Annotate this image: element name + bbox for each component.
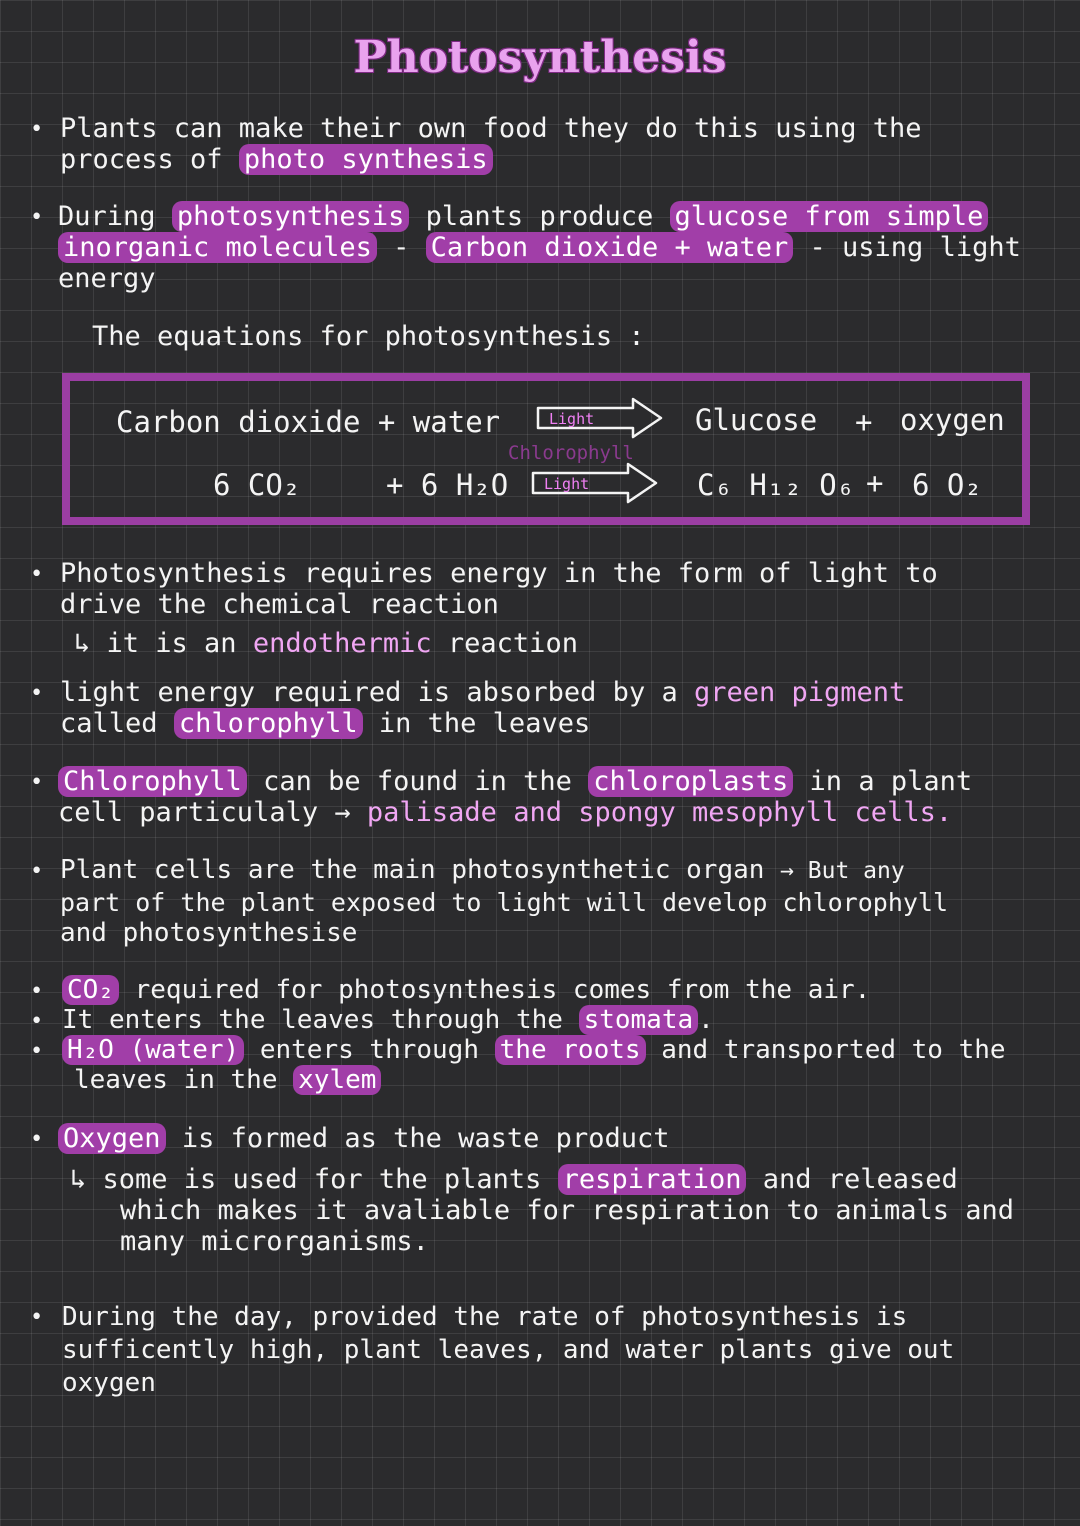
text: light energy required is absorbed by a — [60, 677, 678, 708]
light-label: Light — [549, 410, 595, 428]
text: enters through — [259, 1035, 479, 1065]
highlight-roots: the roots — [495, 1035, 646, 1065]
arrow-icon: → — [334, 797, 351, 828]
page-title: Photosynthesis — [353, 32, 727, 83]
bullet: • — [30, 1039, 44, 1064]
text-line — [60, 144, 922, 175]
text: ↳ it is an — [74, 628, 237, 659]
highlight-inorganic-molecules: inorganic molecules — [58, 232, 377, 263]
text-line — [62, 1367, 954, 1400]
text-line: It enters the leaves through the stomata . — [62, 1005, 714, 1035]
text: and photosynthesise — [60, 918, 358, 948]
text-line — [60, 887, 948, 918]
symbol-equation-glucose: C₆ H₁₂ O₆ — [697, 468, 855, 502]
paragraph-oxygen-waste — [58, 1123, 1014, 1257]
paragraph-glucose-production — [58, 201, 1021, 294]
text-line — [60, 113, 922, 144]
symbol-equation-oxygen: 6 O₂ — [912, 468, 982, 502]
bullet: • — [30, 562, 44, 587]
symbol-equation-water: + 6 H₂O — [386, 468, 509, 502]
endothermic-label: endothermic — [252, 628, 432, 659]
text-line — [58, 1123, 1014, 1154]
bullet: • — [30, 979, 44, 1004]
text: sufficently high, plant leaves, and water plants give out — [62, 1335, 955, 1365]
symbol-equation-co2: 6 CO₂ — [213, 468, 301, 502]
text: leaves in the — [74, 1065, 278, 1095]
text: can be found in the — [263, 766, 572, 797]
text: cell particulaly — [58, 797, 319, 828]
bullet: • — [30, 205, 44, 230]
text: It enters the leaves through the — [62, 1005, 563, 1035]
text-line — [60, 558, 938, 589]
text-line — [58, 766, 972, 797]
text-line — [60, 708, 905, 739]
paragraph-chlorophyll-absorption — [60, 677, 905, 739]
highlight-glucose: glucose from simple — [670, 201, 989, 232]
bullet: • — [30, 117, 44, 142]
text-line — [70, 1164, 1014, 1195]
text: in a plant — [809, 766, 973, 797]
bullet: • — [30, 770, 44, 795]
text-line — [60, 855, 948, 887]
highlight-reactants: Carbon dioxide + water — [426, 232, 794, 263]
text: During the day, provided the rate of photosynthesis is — [62, 1302, 908, 1332]
light-arrow-icon — [530, 460, 660, 506]
text: part of the plant exposed to light will develop chlorophyll — [60, 888, 949, 917]
highlight-photosynthesis: photo synthesis — [239, 144, 493, 175]
text: During — [58, 201, 156, 232]
paragraph-daytime-oxygen — [62, 1301, 954, 1400]
text-line — [74, 628, 938, 659]
highlight-photosynthesis: photosynthesis — [172, 201, 410, 232]
highlight-respiration: respiration — [558, 1164, 747, 1195]
text-line — [58, 201, 1021, 232]
highlight-chlorophyll: Chlorophyll — [58, 766, 247, 797]
text: required for photosynthesis comes from the air. — [134, 975, 871, 1005]
text-line — [62, 1301, 954, 1334]
text: ↳ some is used for the plants — [70, 1164, 542, 1195]
highlight-oxygen: Oxygen — [58, 1123, 166, 1154]
text: Photosynthesis requires energy in the form of light to — [60, 558, 938, 589]
word-equation-plus: + — [855, 405, 873, 439]
text: plants produce — [425, 201, 654, 232]
text-line — [62, 1035, 1006, 1065]
text: The equations for photosynthesis : — [92, 321, 645, 352]
text: oxygen — [62, 1368, 156, 1398]
text: - — [376, 232, 426, 263]
text-line — [62, 975, 1006, 1005]
bullet: • — [30, 859, 44, 884]
bullet: • — [30, 1305, 44, 1330]
highlight-water: H₂O (water) — [62, 1035, 244, 1065]
highlight-chloroplasts: chloroplasts — [588, 766, 793, 797]
chlorophyll-label: Chlorophyll — [508, 442, 634, 464]
text: and transported to the — [661, 1035, 1006, 1065]
light-arrow-icon — [535, 395, 665, 441]
equations-heading — [92, 321, 645, 352]
text: is formed as the waste product — [181, 1123, 670, 1154]
text: energy — [58, 263, 156, 294]
text-line — [120, 1226, 1014, 1257]
mesophyll-cells-label: palisade and spongy mesophyll cells. — [366, 797, 953, 828]
text: in the leaves — [378, 708, 591, 739]
green-pigment-label: green pigment — [693, 677, 906, 708]
text: which makes it avaliable for respiration to animals and — [120, 1195, 1015, 1226]
paragraph-photosynthetic-organ — [60, 855, 948, 949]
text-line — [58, 263, 1021, 294]
text: process of — [60, 144, 223, 175]
text: drive the chemical reaction — [60, 589, 499, 620]
text: and released — [762, 1164, 958, 1195]
light-label: Light — [544, 475, 590, 493]
paragraph-co2-and-water — [62, 975, 1006, 1095]
text: - using light — [793, 232, 1021, 263]
highlight-stomata: stomata — [579, 1005, 699, 1035]
text: many microrganisms. — [120, 1226, 429, 1257]
text-line — [60, 589, 938, 620]
bullet: • — [30, 1127, 44, 1152]
text-line — [60, 918, 948, 949]
text: → But any — [780, 858, 905, 884]
text-line — [120, 1195, 1014, 1226]
text-line — [58, 232, 1021, 263]
word-equation-glucose: Glucose — [695, 403, 818, 437]
word-equation-reactants: Carbon dioxide + water — [116, 405, 501, 439]
bullet: • — [30, 681, 44, 706]
text: Plants can make their own food they do this using the — [60, 113, 922, 144]
highlight-co2: CO₂ — [62, 975, 119, 1005]
text-line — [58, 797, 972, 828]
highlight-chlorophyll: chlorophyll — [174, 708, 363, 739]
text: reaction — [447, 628, 578, 659]
text: called — [60, 708, 158, 739]
highlight-xylem: xylem — [293, 1065, 381, 1095]
paragraph-plants-make-food — [60, 113, 922, 175]
paragraph-chloroplasts — [58, 766, 972, 828]
text: Plant cells are the main photosynthetic organ — [60, 855, 765, 885]
paragraph-energy-requirement — [60, 558, 938, 659]
text-line — [60, 677, 905, 708]
symbol-equation-plus: + — [866, 466, 884, 500]
text-line — [62, 1334, 954, 1367]
word-equation-oxygen: oxygen — [900, 403, 1005, 437]
text-line — [74, 1065, 1006, 1095]
bullet: • — [30, 1009, 44, 1034]
